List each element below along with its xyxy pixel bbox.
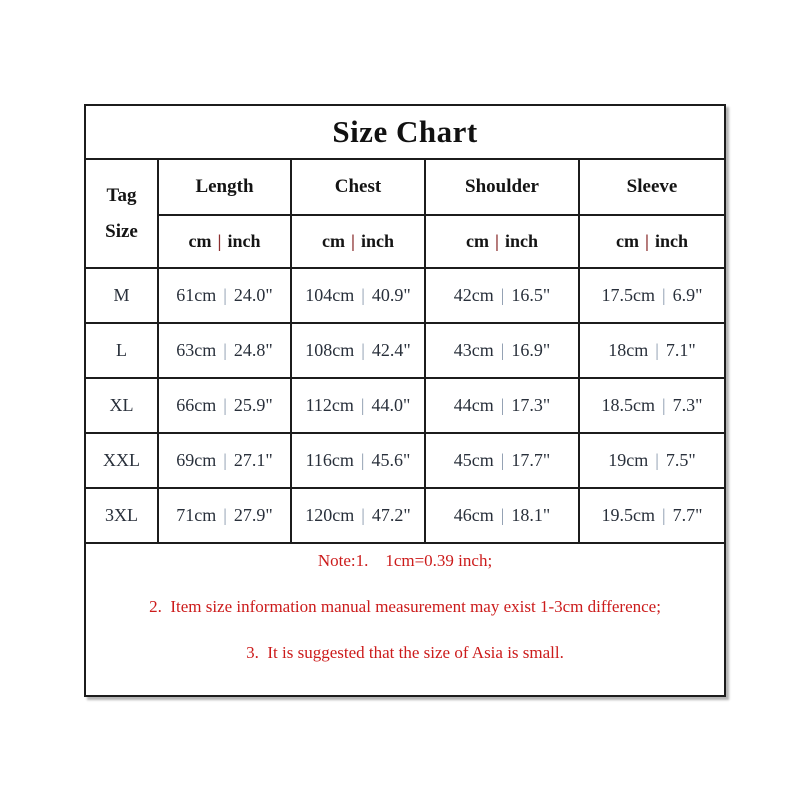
cm-value: 108cm xyxy=(305,340,355,360)
inch-value: 17.3" xyxy=(511,395,551,415)
pipe-separator: | xyxy=(495,231,499,251)
pipe-separator: | xyxy=(662,505,666,525)
pipe-separator: | xyxy=(500,340,505,360)
cm-value: 18cm xyxy=(608,340,649,360)
pipe-separator: | xyxy=(223,340,227,360)
cm-value: 19.5cm xyxy=(601,505,656,525)
size-label: Size xyxy=(105,221,138,242)
note-line-2: 2. Item size information manual measurement may exist 1-3cm difference; xyxy=(149,596,661,616)
inch-value: 24.0" xyxy=(233,285,273,305)
cm-value: 63cm xyxy=(176,340,217,360)
size-row-m xyxy=(85,268,725,323)
cm-value: 45cm xyxy=(453,450,494,470)
inch-value: 45.6" xyxy=(371,450,411,470)
pipe-separator: | xyxy=(500,395,505,415)
title-row xyxy=(85,105,725,159)
pipe-separator: | xyxy=(655,340,659,360)
inch-value: 27.9" xyxy=(233,505,273,525)
pipe-separator: | xyxy=(223,505,227,525)
inch-value: 42.4" xyxy=(371,340,411,360)
notes-row xyxy=(85,543,725,696)
unit-cm-label: cm xyxy=(466,231,489,251)
pipe-separator: | xyxy=(500,505,505,525)
pipe-separator: | xyxy=(645,231,649,251)
unit-inch-label: inch xyxy=(654,231,688,251)
pipe-separator: | xyxy=(361,285,365,305)
measurement-cell xyxy=(579,323,725,378)
pipe-separator: | xyxy=(223,285,227,305)
inch-value: 47.2" xyxy=(371,505,411,525)
unit-header-sleeve xyxy=(579,215,725,268)
measurement-cell xyxy=(158,268,291,323)
inch-value: 25.9" xyxy=(233,395,273,415)
note-line-3: 3. It is suggested that the size of Asia is small. xyxy=(246,642,564,662)
unit-header-row xyxy=(85,215,725,268)
size-row-xxl xyxy=(85,433,725,488)
measurement-cell xyxy=(425,488,579,543)
size-row-l xyxy=(85,323,725,378)
measurement-cell xyxy=(291,433,425,488)
cm-value: 104cm xyxy=(305,285,355,305)
pipe-separator: | xyxy=(500,450,505,470)
measurement-cell xyxy=(425,323,579,378)
cm-value: 44cm xyxy=(453,395,494,415)
notes-section xyxy=(85,543,725,696)
cm-value: 46cm xyxy=(453,505,494,525)
column-header-row xyxy=(85,159,725,215)
inch-value: 6.9" xyxy=(672,285,703,305)
column-header-chest: Chest xyxy=(291,159,425,215)
cm-value: 17.5cm xyxy=(601,285,656,305)
cm-value: 61cm xyxy=(176,285,217,305)
measurement-cell xyxy=(425,433,579,488)
cm-value: 71cm xyxy=(176,505,217,525)
measurement-cell xyxy=(158,433,291,488)
size-chart-table xyxy=(84,104,726,697)
measurement-cell xyxy=(291,488,425,543)
unit-cm-label: cm xyxy=(188,231,212,251)
cm-value: 43cm xyxy=(453,340,494,360)
size-tag: L xyxy=(85,323,158,378)
pipe-separator: | xyxy=(360,450,365,470)
chart-title: Size Chart xyxy=(332,114,478,149)
pipe-separator: | xyxy=(360,395,365,415)
cm-value: 120cm xyxy=(305,505,355,525)
size-tag: XXL xyxy=(85,433,158,488)
measurement-cell xyxy=(579,488,725,543)
inch-value: 7.1" xyxy=(665,340,696,360)
unit-inch-label: inch xyxy=(504,231,538,251)
cm-value: 18.5cm xyxy=(601,395,656,415)
cm-value: 69cm xyxy=(176,450,217,470)
cm-value: 19cm xyxy=(608,450,649,470)
unit-cm-label: cm xyxy=(616,231,639,251)
pipe-separator: | xyxy=(223,450,227,470)
unit-inch-label: inch xyxy=(227,231,261,251)
pipe-separator: | xyxy=(361,340,365,360)
cm-value: 116cm xyxy=(305,450,354,470)
inch-value: 16.9" xyxy=(511,340,551,360)
pipe-separator: | xyxy=(662,395,666,415)
column-header-shoulder: Shoulder xyxy=(425,159,579,215)
pipe-separator: | xyxy=(500,285,505,305)
inch-value: 7.3" xyxy=(672,395,703,415)
pipe-separator: | xyxy=(361,505,365,525)
size-row-xl xyxy=(85,378,725,433)
inch-value: 40.9" xyxy=(371,285,411,305)
size-tag: XL xyxy=(85,378,158,433)
column-header-length: Length xyxy=(158,159,291,215)
size-tag: 3XL xyxy=(85,488,158,543)
pipe-separator: | xyxy=(655,450,659,470)
tag-label: Tag xyxy=(106,185,137,206)
measurement-cell xyxy=(291,323,425,378)
cm-value: 112cm xyxy=(305,395,354,415)
pipe-separator: | xyxy=(662,285,666,305)
measurement-cell xyxy=(425,268,579,323)
inch-value: 18.1" xyxy=(511,505,551,525)
measurement-cell xyxy=(158,488,291,543)
unit-header-chest xyxy=(291,215,425,268)
unit-cm-label: cm xyxy=(322,231,345,251)
size-tag: M xyxy=(85,268,158,323)
size-row-3xl xyxy=(85,488,725,543)
column-header-sleeve: Sleeve xyxy=(579,159,725,215)
unit-inch-label: inch xyxy=(360,231,394,251)
cm-value: 66cm xyxy=(176,395,217,415)
size-chart xyxy=(84,104,724,697)
measurement-cell xyxy=(291,378,425,433)
chart-title-cell xyxy=(85,105,725,159)
inch-value: 17.7" xyxy=(511,450,551,470)
inch-value: 16.5" xyxy=(511,285,551,305)
note-line-1: Note:1. 1cm=0.39 inch; xyxy=(317,550,493,570)
measurement-cell xyxy=(158,323,291,378)
inch-value: 44.0" xyxy=(371,395,411,415)
inch-value: 7.7" xyxy=(672,505,703,525)
inch-value: 24.8" xyxy=(233,340,273,360)
measurement-cell xyxy=(579,268,725,323)
measurement-cell xyxy=(579,433,725,488)
pipe-separator: | xyxy=(351,231,355,251)
tag-size-header-cell xyxy=(85,159,158,268)
cm-value: 42cm xyxy=(453,285,494,305)
unit-header-length xyxy=(158,215,291,268)
unit-header-shoulder xyxy=(425,215,579,268)
inch-value: 27.1" xyxy=(233,450,273,470)
measurement-cell xyxy=(158,378,291,433)
measurement-cell xyxy=(425,378,579,433)
pipe-separator: | xyxy=(223,395,227,415)
measurement-cell xyxy=(579,378,725,433)
inch-value: 7.5" xyxy=(665,450,696,470)
measurement-cell xyxy=(291,268,425,323)
pipe-separator: | xyxy=(217,231,222,251)
